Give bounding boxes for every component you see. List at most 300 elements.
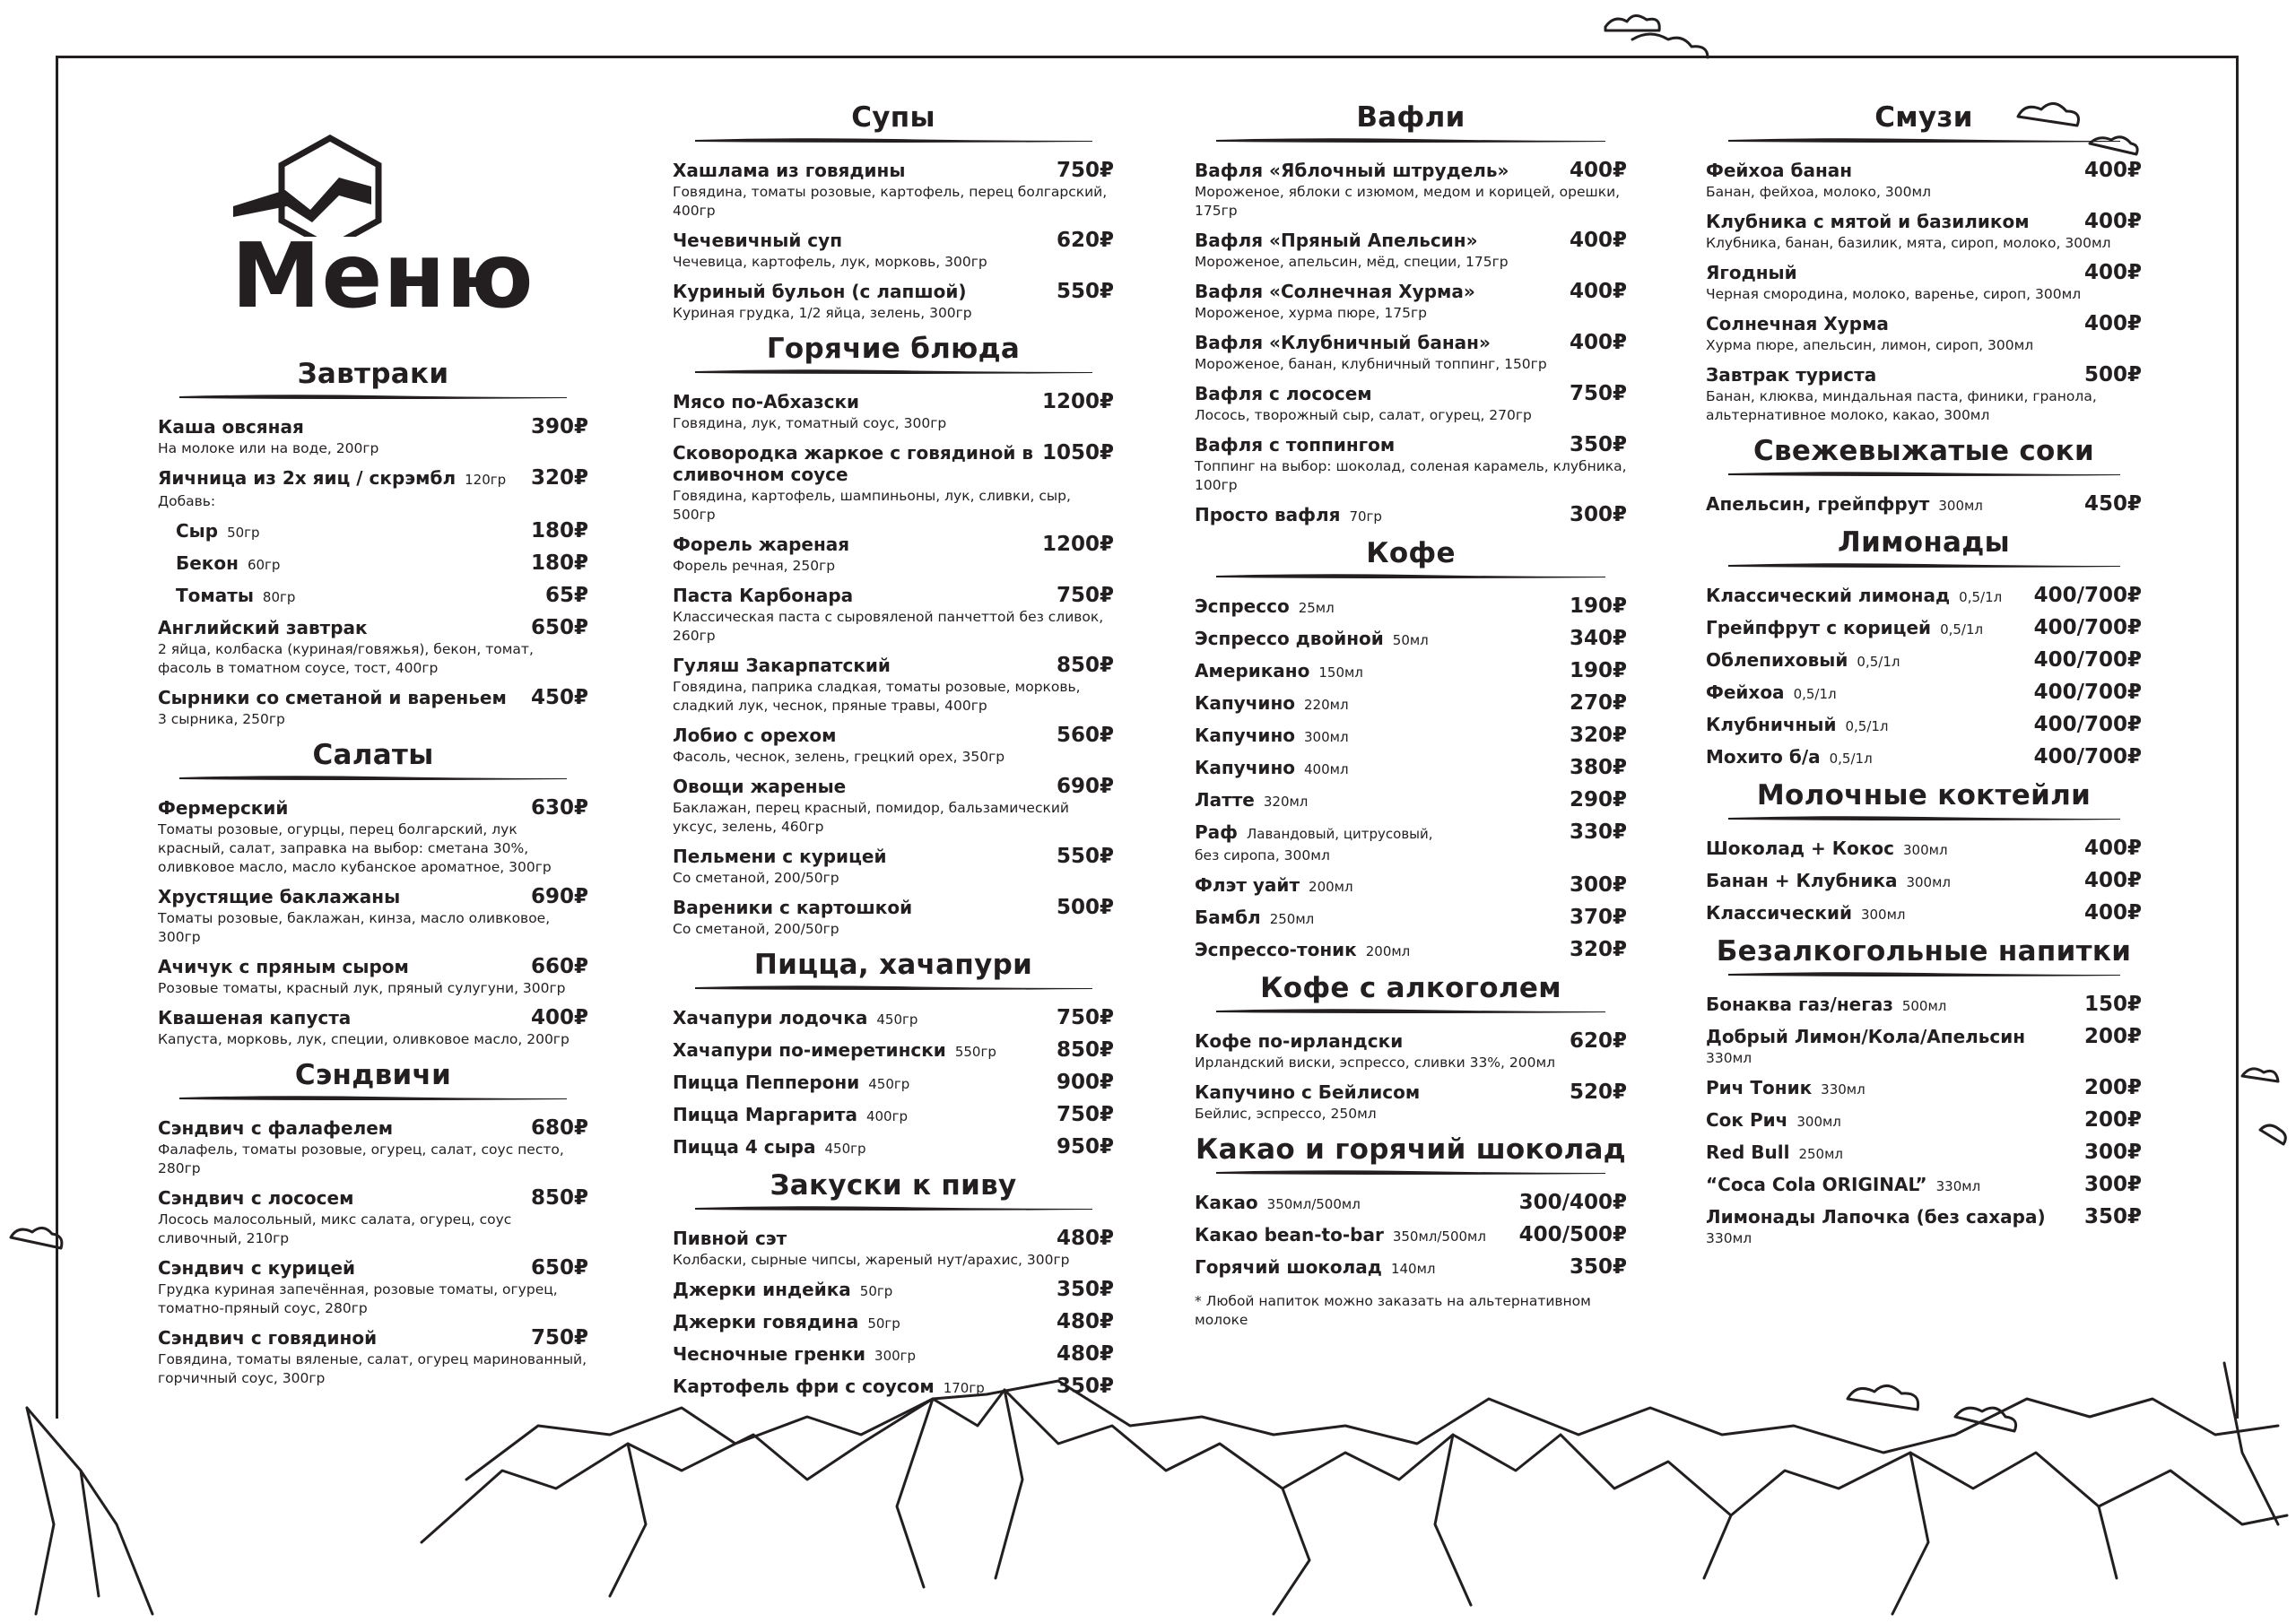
- item-name: Red Bull 250мл: [1706, 1141, 1843, 1163]
- menu-item: [673, 1376, 1114, 1399]
- item-portion: 330мл: [1821, 1081, 1866, 1098]
- item-name: Классический 300мл: [1706, 902, 1906, 924]
- menu-item-row: [176, 520, 588, 543]
- menu-item-row: [673, 897, 1114, 918]
- menu-item-row: [1195, 281, 1627, 302]
- item-price: 650₽: [530, 616, 588, 639]
- item-price: 400₽: [1569, 280, 1627, 303]
- section-title: Молочные коктейли: [1756, 779, 2092, 812]
- item-name: Клубника с мятой и базиликом: [1706, 211, 2030, 232]
- menu-column: [673, 100, 1114, 1408]
- item-name: Капучино 220мл: [1195, 692, 1349, 714]
- item-name: Какао 350мл/500мл: [1195, 1192, 1361, 1213]
- menu-item-row: [1195, 504, 1627, 527]
- menu-item: [1195, 725, 1627, 748]
- item-price: 620₽: [1569, 1029, 1627, 1053]
- menu-item: [1706, 211, 2142, 253]
- item-portion: 450гр: [824, 1141, 866, 1157]
- menu-item: [673, 1311, 1114, 1334]
- menu-column: [1706, 100, 2142, 1257]
- item-name: Паста Карбонара: [673, 585, 854, 606]
- menu-item-row: [1706, 994, 2142, 1017]
- item-name: Джерки говядина 50гр: [673, 1311, 900, 1332]
- item-description: Клубника, банан, базилик, мята, сироп, молоко, 300мл: [1706, 235, 2111, 251]
- item-name: Томаты 80гр: [176, 585, 296, 606]
- item-name: Хачапури по-имеретински 550гр: [673, 1039, 996, 1061]
- menu-section: [158, 738, 588, 1049]
- item-portion: 80гр: [262, 589, 296, 605]
- item-name: Мохито б/а 0,5/1л: [1706, 746, 1873, 768]
- menu-item: [1195, 789, 1627, 812]
- item-price: 200₽: [2083, 1108, 2142, 1132]
- item-description: Говядина, картофель, шампиньоны, лук, сливки, сыр, 500гр: [673, 488, 1071, 523]
- menu-item-row: [1706, 617, 2142, 640]
- item-price: 270₽: [1569, 691, 1627, 715]
- item-portion: Лавандовый, цитрусовый,: [1247, 826, 1433, 842]
- menu-item-row: [673, 1228, 1114, 1249]
- item-portion: 120гр: [465, 472, 507, 488]
- menu-item-row: [158, 797, 588, 819]
- menu-item: [158, 520, 588, 543]
- item-price: 350₽: [1569, 1255, 1627, 1279]
- menu-item-row: [1706, 313, 2142, 334]
- item-price: 520₽: [1569, 1081, 1627, 1104]
- item-description: Добавь:: [158, 493, 216, 509]
- item-name: Солнечная Хурма: [1706, 313, 1889, 334]
- item-description: 3 сырника, 250гр: [158, 711, 285, 727]
- item-description: 330мл: [1706, 1230, 1752, 1246]
- menu-item: [158, 1257, 588, 1318]
- menu-item-row: [673, 160, 1114, 181]
- menu-item-row: [176, 585, 588, 608]
- section-title: Салаты: [312, 739, 434, 771]
- item-price: 630₽: [530, 796, 588, 820]
- item-portion: 400гр: [865, 1108, 908, 1124]
- menu-item-row: [673, 1311, 1114, 1334]
- item-price: 190₽: [1569, 595, 1627, 618]
- menu-item-row: [158, 687, 588, 708]
- item-price: 190₽: [1569, 659, 1627, 682]
- menu-item-row: [1195, 789, 1627, 812]
- item-price: 400/500₽: [1518, 1223, 1627, 1246]
- menu-section: [1195, 971, 1627, 1124]
- item-description: Розовые томаты, красный лук, пряный сулугуни, 300гр: [158, 980, 566, 996]
- menu-item: [158, 886, 588, 947]
- menu-item-row: [1706, 714, 2142, 737]
- menu-item-row: [673, 1343, 1114, 1367]
- item-name: Шоколад + Кокос 300мл: [1706, 838, 1948, 859]
- item-name: Лобио с орехом: [673, 725, 837, 746]
- menu-item-row: [1195, 660, 1627, 683]
- item-portion: 250мл: [1269, 911, 1315, 927]
- section-title: Сэндвичи: [294, 1059, 452, 1091]
- menu-item: [158, 797, 588, 877]
- item-name: Капучино с Бейлисом: [1195, 1081, 1421, 1103]
- item-portion: 320мл: [1263, 794, 1309, 810]
- menu-section: [673, 948, 1114, 1159]
- item-portion: 550гр: [954, 1044, 996, 1060]
- item-description: Мороженое, апельсин, мёд, специи, 175гр: [1195, 254, 1509, 270]
- menu-item-row: [1195, 383, 1627, 404]
- menu-item-row: [673, 1136, 1114, 1159]
- menu-item-row: [673, 776, 1114, 797]
- menu-section: [1706, 434, 2142, 516]
- item-price: 300₽: [2083, 1173, 2142, 1196]
- menu-item: [158, 956, 588, 998]
- item-name: Капучино 300мл: [1195, 725, 1349, 746]
- menu-item-row: [1706, 1141, 2142, 1165]
- menu-item: [1195, 1192, 1627, 1215]
- menu-item: [1195, 874, 1627, 898]
- item-portion: 300мл: [1906, 874, 1952, 890]
- item-price: 850₽: [1056, 654, 1114, 677]
- item-price: 750₽: [1056, 1006, 1114, 1029]
- menu-item-row: [158, 617, 588, 638]
- item-price: 300₽: [1569, 873, 1627, 897]
- item-price: 290₽: [1569, 788, 1627, 812]
- item-name: Эспрессо-тоник 200мл: [1195, 939, 1411, 960]
- menu-item-row: [1195, 939, 1627, 962]
- menu-item: [1195, 757, 1627, 780]
- item-name: Банан + Клубника 300мл: [1706, 870, 1952, 891]
- menu-item: [1706, 160, 2142, 202]
- item-name: Сэндвич с курицей: [158, 1257, 356, 1279]
- item-price: 400₽: [2083, 159, 2142, 182]
- menu-item-row: [673, 1279, 1114, 1302]
- menu-item-row: [1706, 1206, 2142, 1228]
- item-price: 400/700₽: [2033, 681, 2142, 704]
- item-description: Топпинг на выбор: шоколад, соленая карамель, клубника, 100гр: [1195, 458, 1627, 493]
- item-portion: 300мл: [1860, 907, 1906, 923]
- item-price: 1200₽: [1041, 390, 1114, 413]
- menu-item-row: [1195, 821, 1627, 845]
- item-name: Джерки индейка 50гр: [673, 1279, 893, 1300]
- menu-item-row: [1706, 1026, 2142, 1047]
- menu-item: [1706, 313, 2142, 355]
- item-description: 2 яйца, колбаска (куриная/говяжья), бекон, томат, фасоль в томатном соусе, тост, 400гр: [158, 641, 534, 676]
- item-name: Сэндвич с фалафелем: [158, 1117, 394, 1139]
- menu-item: [673, 160, 1114, 221]
- item-description: Мороженое, яблоки с изюмом, медом и корицей, орешки, 175гр: [1195, 184, 1621, 219]
- item-price: 950₽: [1056, 1135, 1114, 1159]
- menu-item-row: [673, 1376, 1114, 1399]
- item-name: Латте 320мл: [1195, 789, 1309, 811]
- menu-item-row: [1195, 1192, 1627, 1215]
- item-portion: 350мл/500мл: [1392, 1228, 1486, 1245]
- menu-item-row: [158, 1007, 588, 1028]
- item-name: Апельсин, грейпфрут 300мл: [1706, 493, 1983, 515]
- menu-item-row: [1706, 746, 2142, 769]
- menu-item: [673, 534, 1114, 576]
- item-name: Капучино 400мл: [1195, 757, 1349, 778]
- menu-item: [1706, 262, 2142, 304]
- item-name: Лимонады Лапочка (без сахара): [1706, 1206, 2046, 1228]
- menu-item: [1706, 870, 2142, 893]
- item-name: Каша овсяная: [158, 416, 304, 438]
- item-name: Куриный бульон (с лапшой): [673, 281, 967, 302]
- item-portion: 50гр: [867, 1315, 900, 1332]
- menu-item-row: [1195, 907, 1627, 930]
- menu-item: [673, 230, 1114, 272]
- item-name: Эспрессо двойной 50мл: [1195, 628, 1429, 649]
- item-portion: 0,5/1л: [1793, 686, 1837, 702]
- item-description: Куриная грудка, 1/2 яйца, зелень, 300гр: [673, 305, 972, 321]
- item-portion: 350мл/500мл: [1266, 1196, 1361, 1212]
- item-price: 400₽: [2083, 210, 2142, 233]
- item-price: 660₽: [530, 955, 588, 978]
- menu-item-row: [1195, 595, 1627, 619]
- section-title: Кофе с алкоголем: [1260, 972, 1561, 1004]
- menu-item-row: [1706, 364, 2142, 386]
- menu-item: [1195, 160, 1627, 221]
- menu-item-row: [1706, 585, 2142, 608]
- menu-item-row: [1706, 838, 2142, 861]
- menu-item: [673, 655, 1114, 716]
- menu-item-row: [673, 725, 1114, 746]
- item-portion: 200мл: [1309, 879, 1353, 895]
- item-description: Грудка куриная запечённая, розовые томаты, огурец, томатно-пряный соус, 280гр: [158, 1281, 558, 1316]
- item-price: 400₽: [2083, 869, 2142, 892]
- item-name: Вафля с лососем: [1195, 383, 1372, 404]
- item-name: Картофель фри с соусом 170гр: [673, 1376, 985, 1397]
- item-price: 320₽: [1569, 724, 1627, 747]
- menu-item: [1706, 994, 2142, 1017]
- item-name: Квашеная капуста: [158, 1007, 352, 1028]
- menu-item-row: [1195, 692, 1627, 716]
- item-name: Фейхоа 0,5/1л: [1706, 681, 1837, 703]
- item-price: 480₽: [1056, 1310, 1114, 1333]
- item-price: 400/700₽: [2033, 584, 2142, 607]
- menu-item: [673, 585, 1114, 646]
- section-underline: [1728, 136, 2120, 143]
- item-name: Вафля «Солнечная Хурма»: [1195, 281, 1475, 302]
- menu-item-row: [673, 442, 1114, 485]
- menu-item-row: [1195, 332, 1627, 353]
- item-price: 350₽: [1056, 1375, 1114, 1398]
- item-description: Ирландский виски, эспрессо, сливки 33%, 200мл: [1195, 1055, 1556, 1071]
- menu-item: [1706, 681, 2142, 705]
- item-price: 750₽: [1056, 584, 1114, 607]
- item-description: Говядина, томаты вяленые, салат, огурец маринованный, горчичный соус, 300гр: [158, 1351, 587, 1386]
- menu-item: [1195, 939, 1627, 962]
- menu-item-row: [176, 552, 588, 576]
- menu-item: [1706, 1026, 2142, 1068]
- section-title: Пицца, хачапури: [753, 949, 1033, 981]
- item-price: 300₽: [2083, 1141, 2142, 1164]
- item-price: 180₽: [530, 551, 588, 575]
- menu-column: [1195, 100, 1627, 1330]
- item-description: Форель речная, 250гр: [673, 558, 836, 574]
- menu-item: [1195, 1081, 1627, 1124]
- menu-item: [1195, 332, 1627, 374]
- item-price: 65₽: [544, 584, 588, 607]
- item-portion: 50гр: [227, 525, 260, 541]
- item-name: Кофе по-ирландски: [1195, 1030, 1404, 1052]
- item-portion: 140мл: [1390, 1261, 1436, 1277]
- item-name: Сок Рич 300мл: [1706, 1109, 1841, 1131]
- menu-item: [1706, 1206, 2142, 1248]
- item-portion: 500мл: [1901, 998, 1947, 1014]
- item-portion: 300мл: [1938, 498, 1983, 514]
- menu-item: [158, 1117, 588, 1178]
- menu-item-row: [1195, 628, 1627, 651]
- section-underline: [1216, 136, 1605, 143]
- item-description: Томаты розовые, огурцы, перец болгарский, лук красный, салат, заправка на выбор: сметана 30%, оливковое масло, масло кубанское ароматное, 300гр: [158, 821, 552, 875]
- menu-item-row: [673, 281, 1114, 302]
- item-description: Томаты розовые, баклажан, кинза, масло оливковое, 300гр: [158, 910, 551, 945]
- menu-section: [158, 1058, 588, 1388]
- item-price: 400₽: [2083, 837, 2142, 860]
- item-name: Чечевичный суп: [673, 230, 843, 251]
- item-name: Вареники с картошкой: [673, 897, 913, 918]
- item-description: Фасоль, чеснок, зелень, грецкий орех, 350гр: [673, 749, 1005, 765]
- menu-item-row: [1195, 434, 1627, 456]
- item-portion: 150мл: [1318, 664, 1363, 681]
- menu-item: [1195, 230, 1627, 272]
- section-underline: [695, 368, 1092, 375]
- menu-item-row: [158, 1117, 588, 1139]
- section-title: Супы: [851, 101, 935, 134]
- item-price: 320₽: [530, 466, 588, 490]
- section-title: Безалкогольные напитки: [1716, 935, 2132, 968]
- item-portion: 400мл: [1304, 761, 1349, 777]
- item-name: Гуляш Закарпатский: [673, 655, 891, 676]
- item-price: 400/700₽: [2033, 713, 2142, 736]
- item-name: Рич Тоник 330мл: [1706, 1077, 1866, 1098]
- menu-item: [158, 1187, 588, 1248]
- section-underline: [179, 393, 567, 400]
- menu-item: [1706, 493, 2142, 516]
- menu-item-row: [1706, 681, 2142, 705]
- item-name: Горячий шоколад 140мл: [1195, 1256, 1436, 1278]
- item-portion: 450гр: [876, 1011, 918, 1028]
- item-price: 1200₽: [1041, 533, 1114, 556]
- menu-item: [158, 687, 588, 729]
- item-portion: 0,5/1л: [1940, 621, 1984, 638]
- item-price: 750₽: [530, 1326, 588, 1350]
- menu-item-row: [1195, 1030, 1627, 1052]
- menu-section: [158, 357, 588, 729]
- item-name: Какао bean-to-bar 350мл/500мл: [1195, 1224, 1486, 1245]
- item-price: 400₽: [1569, 159, 1627, 182]
- menu-section: [1706, 778, 2142, 925]
- menu-item-row: [158, 467, 588, 490]
- menu-item: [673, 776, 1114, 837]
- item-price: 390₽: [530, 415, 588, 438]
- menu-item: [1706, 617, 2142, 640]
- menu-item: [158, 1327, 588, 1388]
- item-name: Добрый Лимон/Кола/Апельсин: [1706, 1026, 2026, 1047]
- item-name: Пицца Пепперони 450гр: [673, 1072, 910, 1093]
- item-price: 550₽: [1056, 280, 1114, 303]
- item-name: Грейпфрут с корицей 0,5/1л: [1706, 617, 1984, 638]
- item-description: Капуста, морковь, лук, специи, оливковое масло, 200гр: [158, 1031, 570, 1047]
- item-name: Сковородка жаркое с говядиной в сливочном соусе: [673, 442, 1034, 485]
- menu-item: [1706, 1077, 2142, 1100]
- section-underline: [1216, 1007, 1605, 1014]
- item-price: 350₽: [1569, 433, 1627, 456]
- item-price: 480₽: [1056, 1227, 1114, 1250]
- item-name: Раф Лавандовый, цитрусовый,: [1195, 821, 1433, 843]
- menu-item: [1195, 692, 1627, 716]
- menu-section: [673, 1168, 1114, 1399]
- item-name: Фейхоа банан: [1706, 160, 1853, 181]
- menu-item-row: [158, 1327, 588, 1349]
- item-price: 300/400₽: [1518, 1191, 1627, 1214]
- menu-section: [1195, 1133, 1627, 1330]
- menu-item: [673, 281, 1114, 323]
- item-description: Мороженое, банан, клубничный топпинг, 150гр: [1195, 356, 1547, 372]
- item-description: На молоке или на воде, 200гр: [158, 440, 379, 456]
- menu-item-row: [1195, 1081, 1627, 1103]
- item-name: Сырники со сметаной и вареньем: [158, 687, 507, 708]
- menu-item: [1195, 504, 1627, 527]
- item-price: 750₽: [1569, 382, 1627, 405]
- section-underline: [1728, 470, 2120, 477]
- menu-item-row: [158, 956, 588, 977]
- menu-item-row: [1706, 902, 2142, 925]
- item-portion: 0,5/1л: [1845, 718, 1889, 734]
- item-name: Пицца Маргарита 400гр: [673, 1104, 908, 1125]
- item-name: Просто вафля 70гр: [1195, 504, 1382, 525]
- item-price: 300₽: [1569, 503, 1627, 526]
- menu-section: [673, 332, 1114, 939]
- item-portion: 250мл: [1798, 1146, 1843, 1162]
- item-price: 320₽: [1569, 938, 1627, 961]
- item-name: Сэндвич с говядиной: [158, 1327, 378, 1349]
- item-name: Мясо по-Абхазски: [673, 391, 860, 412]
- item-description: 330мл: [1706, 1050, 1752, 1066]
- item-portion: 50гр: [859, 1283, 893, 1299]
- item-description: Со сметаной, 200/50гр: [673, 870, 839, 886]
- item-name: Хачапури лодочка 450гр: [673, 1007, 918, 1028]
- menu-section: [673, 100, 1114, 323]
- menu-item-row: [673, 1072, 1114, 1095]
- item-description: Говядина, томаты розовые, картофель, перец болгарский, 400гр: [673, 184, 1108, 219]
- section-underline: [1728, 970, 2120, 977]
- item-portion: 300мл: [1796, 1114, 1841, 1130]
- item-price: 150₽: [2083, 993, 2142, 1016]
- menu-item: [1706, 364, 2142, 425]
- menu-item: [1706, 1141, 2142, 1165]
- item-name: Сэндвич с лососем: [158, 1187, 354, 1209]
- menu-item: [1706, 746, 2142, 769]
- menu-item: [158, 552, 588, 576]
- item-price: 400₽: [2083, 312, 2142, 335]
- item-portion: 330мл: [1935, 1178, 1981, 1194]
- menu-item-row: [1706, 262, 2142, 283]
- item-portion: 0,5/1л: [1857, 654, 1900, 670]
- item-portion: 300гр: [874, 1348, 917, 1364]
- section-title: Свежевыжатые соки: [1752, 435, 2095, 467]
- menu-item: [158, 416, 588, 458]
- menu-item: [1195, 434, 1627, 495]
- item-price: 850₽: [1056, 1038, 1114, 1062]
- item-portion: 60гр: [247, 557, 281, 573]
- menu-section: [1706, 100, 2142, 425]
- item-description: Лосось малосольный, микс салата, огурец, соус сливочный, 210гр: [158, 1211, 512, 1246]
- menu-item: [1706, 1109, 2142, 1133]
- menu-item: [1195, 1030, 1627, 1072]
- menu-item-row: [673, 230, 1114, 251]
- section-underline: [695, 1204, 1092, 1211]
- item-price: 850₽: [530, 1186, 588, 1210]
- menu-item-row: [1195, 874, 1627, 898]
- item-name: Облепиховый 0,5/1л: [1706, 649, 1900, 671]
- menu-item: [158, 585, 588, 608]
- section-title: Завтраки: [297, 358, 449, 390]
- menu-item: [1706, 838, 2142, 861]
